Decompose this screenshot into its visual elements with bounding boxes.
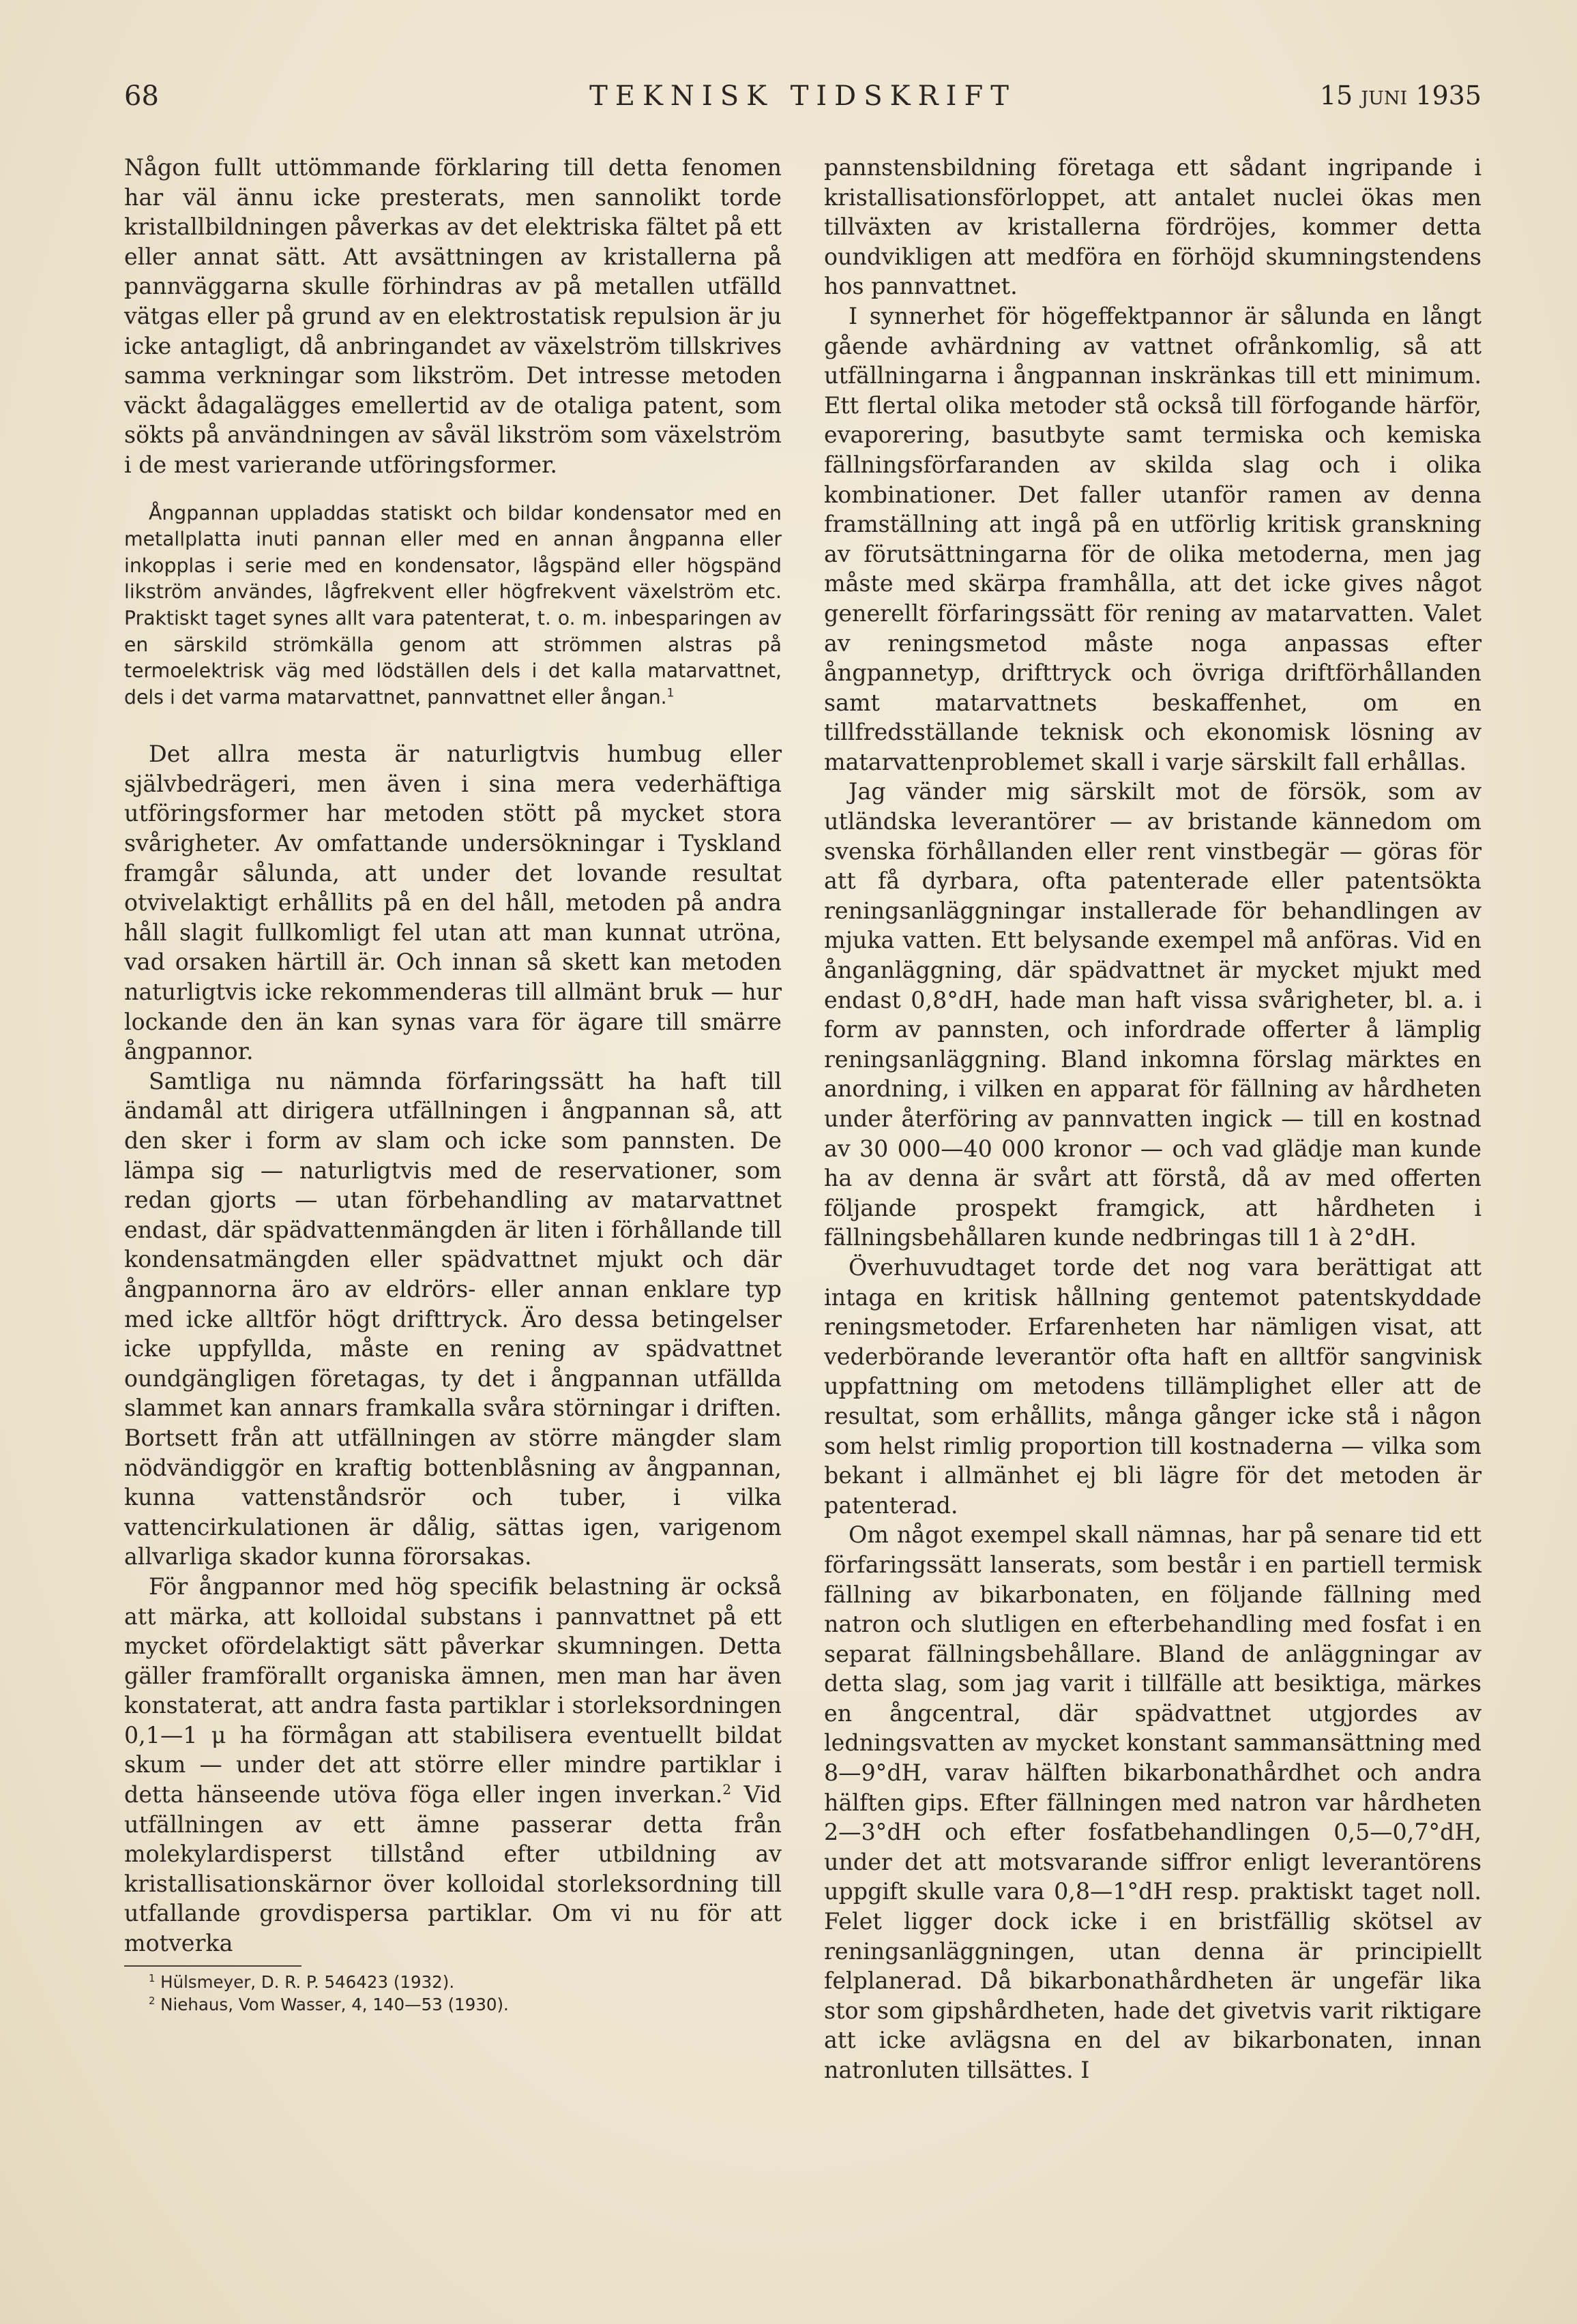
small-print-paragraph: [124, 501, 782, 711]
journal-title: TEKNISK TIDSKRIFT: [589, 80, 1016, 112]
issue-month: juni: [1361, 80, 1408, 110]
paragraph: Någon fullt uttömmande förklaring till detta fenomen har väl ännu icke presterats, men sannolikt torde kristallbildningen påverkas av det elektriska fältet på ett eller annat sätt. Att avsättningen av kristallerna på pannväggarna skulle förhindras av på metallen utfälld vätgas eller på grund av en elektrostatisk repulsion är ju icke antagligt, då anbringandet av växelström tillskrives samma verkningar som likström. Det intresse metoden väckt ådagalägges emellertid av de otaliga patent, som sökts på användningen av såväl likström som växelström i de mest varierande utföringsformer.: [124, 154, 782, 478]
footnote-ref: 1: [666, 686, 675, 700]
paragraph: I synnerhet för högeffektpannor är sålunda en långt gående avhärdning av vattnet ofrånkomlig, så att utfällningarna i ångpannan inskränkas till ett minimum. Ett flertal olika metoder stå också till förfogande härför, evaporering, basutbyte samt termiska och kemiska fällningsförfaranden av skilda slag och i olika kombinationer. Det faller utanför ramen av denna framställning att ingå på en utförlig kritisk granskning av förutsättningarna för de olika metoderna, men jag måste med skärpa framhålla, att det icke gives något generellt förfaringssätt för rening av matarvatten. Valet av reningsmetod måste noga anpassas efter ångpannetyp, drifttryck och övriga driftförhållanden samt matarvattnets beskaffenhet, om en tillfredsställande teknisk och ekonomisk lösning av matarvattenproblemet skall i varje särskilt fall erhållas.: [824, 302, 1482, 775]
paragraph-text: För ångpannor med hög specifik belastning är också att märka, att kolloidal substans i pannvattnet på ett mycket ofördelaktigt sätt påverkar skumningen. Detta gäller framförallt organiska ämnen, men man har även konstaterat, att andra fasta partiklar i storleksordningen 0,1—1 μ ha förmågan att stabilisera eventuellt bildat skum — under det att större eller mindre partiklar i detta hänseende utöva föga eller ingen inverkan.: [124, 1573, 782, 1808]
page-header: [124, 80, 1482, 128]
article-columns: [124, 153, 1482, 2085]
paragraph: Om något exempel skall nämnas, har på senare tid ett förfaringssätt lanserats, som består i en partiell termisk fällning av bikarbonaten, en följande fällning med natron och slutligen en efterbehandling med fosfat i en separat fällningsbehållare. Bland de anläggningar av detta slag, som jag varit i tillfälle att besiktiga, märkes en ångcentral, där spädvattnet utgjordes av ledningsvatten av mycket konstant sammansättning med 8—9°dH, varav hälften bikarbonathårdhet och andra hälften gips. Efter fällningen med natron var hårdheten 2—3°dH och efter fosfatbehandlingen 0,5—0,7°dH, under det att motsvarande siffror enligt leverantörens uppgift skulle vara 0,8—1°dH resp. praktiskt taget noll. Felet ligger dock icke i en bristfällig skötsel av reningsanläggningen, utan denna är principiellt felplanerad. Då bikarbonathårdheten är ungefär lika stor som gipshårdheten, hade det givetvis varit riktigare att icke avlägsna en del av bikarbonaten, innan natronluten tillsättes. I: [824, 1521, 1482, 2083]
footnote: [124, 1993, 782, 2016]
paragraph: [124, 1572, 782, 1958]
small-print-text: Ångpannan uppladdas statiskt och bildar kondensator med en metallplatta inuti pannan eller med en annan ångpanna eller inkopplas i serie med en kondensator, lågspänd eller högspänd likström användes, lågfrekvent eller högfrekvent växelström etc. Praktiskt taget synes allt vara patenterat, t. o. m. inbesparingen av en särskild strömkälla genom att strömmen alstras på termoelektrisk väg med lödställen dels i det kalla matarvattnet, dels i det varma matarvattnet, pannvattnet eller ångan.: [124, 501, 782, 709]
issue-day: 15: [1319, 80, 1353, 110]
paragraph: Det allra mesta är naturligtvis humbug eller självbedrägeri, men även i sina mera vederhäftiga utföringsformer har metoden stött på mycket stora svårigheter. Av omfattande undersökningar i Tyskland framgår sålunda, att under det lovande resultat otvivelaktigt erhållits på en del håll, metoden på andra håll slagit fullkomligt fel utan att man kunnat utröna, vad orsaken härtill är. Och innan så skett kan metoden naturligtvis icke rekommenderas till allmänt bruk — hur lockande den än kan synas vara för ägare till smärre ångpannor.: [124, 741, 782, 1065]
issue-date: [1320, 80, 1482, 110]
footnote: [124, 1971, 782, 1993]
paragraph: Överhuvudtaget torde det nog vara berättigat att intaga en kritisk hållning gentemot patentskyddade reningsmetoder. Erfarenheten har nämligen visat, att vederbörande leverantör ofta haft en alltför sangvinisk uppfattning om metodens tillämplighet eller att de resultat, som erhållits, många gånger icke stå i någon som helst rimlig proportion till kostnaderna — vilka som bekant i allmänhet ej bli lägre för det metoden är patenterad.: [824, 1253, 1482, 1519]
paragraph-text-continued: Vid utfällningen av ett ämne passerar detta från molekylardisperst tillstånd efter utbildning av kristallisationskärnor över kolloidal storleksordning till utfallande grovdispersa partiklar. Om vi nu för att motverka: [124, 1781, 782, 1957]
footnote-divider: [124, 1965, 301, 1967]
footnote-text: Niehaus, Vom Wasser, 4, 140—53 (1930).: [160, 1994, 509, 2014]
page-number: 68: [124, 80, 159, 112]
issue-year: 1935: [1415, 80, 1482, 110]
left-column: [124, 153, 782, 2085]
footnote-number: 2: [149, 1995, 156, 2007]
right-column: [824, 153, 1482, 2085]
footnote-ref: 2: [722, 1781, 732, 1798]
footnote-number: 1: [149, 1972, 156, 1984]
footnote-text: Hülsmeyer, D. R. P. 546423 (1932).: [160, 1971, 455, 1992]
paragraph: Samtliga nu nämnda förfaringssätt ha haft till ändamål att dirigera utfällningen i ångpannan så, att den sker i form av slam och icke som pannsten. De lämpa sig — naturligtvis med de reservationer, som redan gjorts — utan förbehandling av matarvattnet endast, där spädvattenmängden är liten i förhållande till kondensatmängden eller spädvattnet mjukt och där ångpannorna äro av eldrörs- eller annan enklare typ med icke alltför högt drifttryck. Äro dessa betingelser icke uppfyllda, måste en rening av spädvattnet oundgängligen företagas, ty det i ångpannan utfällda slammet kan annars framkalla svåra störningar i driften. Bortsett från att utfällningen av större mängder slam nödvändiggör en kraftig bottenblåsning av ångpannan, kunna vattenståndsrör och tuber, i vilka vattencirkulationen är dålig, sättas igen, varigenom allvarliga skador kunna förorsakas.: [124, 1067, 782, 1570]
paragraph: pannstensbildning företaga ett sådant ingripande i kristallisationsförloppet, att antalet nuclei ökas men tillväxten av kristallerna fördröjes, kommer detta oundvikligen att medföra en förhöjd skumningstendens hos pannvattnet.: [824, 154, 1482, 300]
paragraph: Jag vänder mig särskilt mot de försök, som av utländska leverantörer — av bristande kännedom om svenska förhållanden eller rent vinstbegär — göras för att få dyrbara, ofta patenterade eller patentsökta reningsanläggningar installerade för behandlingen av mjuka vatten. Ett belysande exempel må anföras. Vid en ånganläggning, där spädvattnet är mycket mjukt med endast 0,8°dH, hade man haft vissa svårigheter, bl. a. i form av pannsten, och infordrade offerter å lämplig reningsanläggning. Bland inkomna förslag märktes en anordning, i vilken en apparat för fällning av hårdheten under återföring av pannvatten ingick — till en kostnad av 30 000—40 000 kronor — och vad glädje man kunde ha av denna är svårt att förstå, då av med offerten följande prospekt framgick, att hårdheten i fällningsbehållaren kunde nedbringas till 1 à 2°dH.: [824, 778, 1482, 1251]
